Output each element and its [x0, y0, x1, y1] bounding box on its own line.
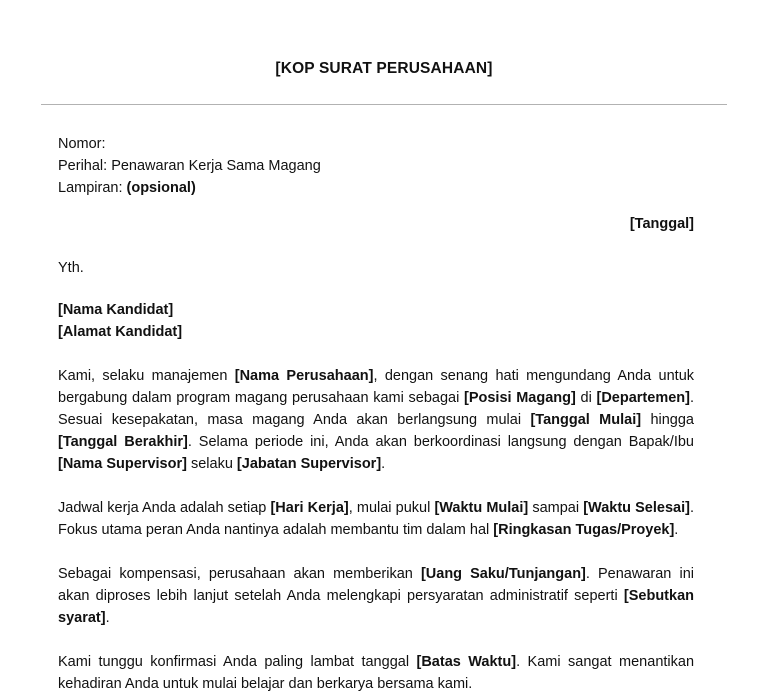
p4-text-2: . Kami sangat menantikan kehadiran Anda untuk mulai belajar dan berkarya bersama kami. — [58, 653, 695, 692]
p4-text-1: Kami tunggu konfirmasi Anda paling lambat tanggal — [58, 653, 417, 670]
recipient-name: [Nama Kandidat] — [58, 301, 174, 318]
placeholder-uang-saku: [Uang Saku/Tunjangan] — [420, 565, 586, 582]
placeholder-nama-supervisor: [Nama Supervisor] — [58, 455, 187, 472]
lampiran-value: (opsional) — [126, 179, 196, 196]
p2-text-2: , mulai pukul — [348, 499, 435, 516]
letter-date: [Tanggal] — [629, 215, 694, 232]
paragraph-schedule — [58, 497, 694, 541]
letter-metadata — [58, 133, 694, 199]
paragraph-compensation — [58, 563, 694, 629]
letterhead-title: [KOP SURAT PERUSAHAAN] — [275, 60, 493, 77]
p2-text-1: Jadwal kerja Anda adalah setiap — [58, 499, 271, 516]
placeholder-nama-perusahaan: [Nama Perusahaan] — [234, 367, 374, 384]
p2-text-3: sampai — [528, 499, 584, 516]
p1-text-1: Kami, selaku manajemen — [58, 367, 235, 384]
p3-text-2: . Penawaran ini akan diproses lebih lanjut setelah Anda melengkapi persyaratan administratif seperti — [58, 565, 694, 604]
paragraph-intro — [58, 365, 694, 475]
lampiran-line — [58, 177, 694, 199]
placeholder-waktu-selesai: [Waktu Selesai] — [583, 499, 690, 516]
p1-text-8: . — [381, 455, 386, 472]
placeholder-hari-kerja: [Hari Kerja] — [270, 499, 349, 516]
salutation: Yth. — [58, 259, 84, 276]
placeholder-posisi-magang: [Posisi Magang] — [464, 389, 576, 406]
nomor-line: Nomor: — [58, 135, 106, 152]
recipient-address: [Alamat Kandidat] — [58, 323, 183, 340]
recipient-block — [58, 299, 694, 343]
placeholder-ringkasan-tugas: [Ringkasan Tugas/Proyek] — [493, 521, 675, 538]
placeholder-tanggal-mulai: [Tanggal Mulai] — [530, 411, 642, 428]
p2-text-4: . Fokus utama peran Anda nantinya adalah membantu tim dalam hal — [58, 499, 694, 538]
placeholder-batas-waktu: [Batas Waktu] — [416, 653, 517, 670]
placeholder-departemen: [Departemen] — [596, 389, 690, 406]
p1-text-6: . Selama periode ini, Anda akan berkoordinasi langsung dengan Bapak/Ibu — [187, 433, 694, 450]
p1-text-7: selaku — [186, 455, 237, 472]
p1-text-2: , dengan senang hati mengundang Anda untuk bergabung dalam program magang perusahaan kami sebagai — [58, 367, 695, 406]
letterhead — [0, 0, 768, 105]
p3-text-3: . — [105, 609, 110, 626]
p3-text-1: Sebagai kompensasi, perusahaan akan memberikan — [58, 565, 421, 582]
placeholder-waktu-mulai: [Waktu Mulai] — [434, 499, 529, 516]
lampiran-label: Lampiran: — [58, 179, 127, 196]
placeholder-sebutkan-syarat: [Sebutkan syarat] — [58, 587, 694, 626]
p2-text-5: . — [674, 521, 679, 538]
placeholder-jabatan-supervisor: [Jabatan Supervisor] — [236, 455, 382, 472]
p1-text-3: di — [575, 389, 597, 406]
paragraph-confirmation — [58, 651, 694, 695]
perihal-line: Perihal: Penawaran Kerja Sama Magang — [58, 157, 321, 174]
p1-text-5: hingga — [641, 411, 694, 428]
p1-text-4: . Sesuai kesepakatan, masa magang Anda akan berlangsung mulai — [58, 389, 694, 428]
placeholder-tanggal-berakhir: [Tanggal Berakhir] — [58, 433, 188, 450]
document-body — [58, 133, 694, 695]
letterhead-divider — [41, 104, 727, 105]
